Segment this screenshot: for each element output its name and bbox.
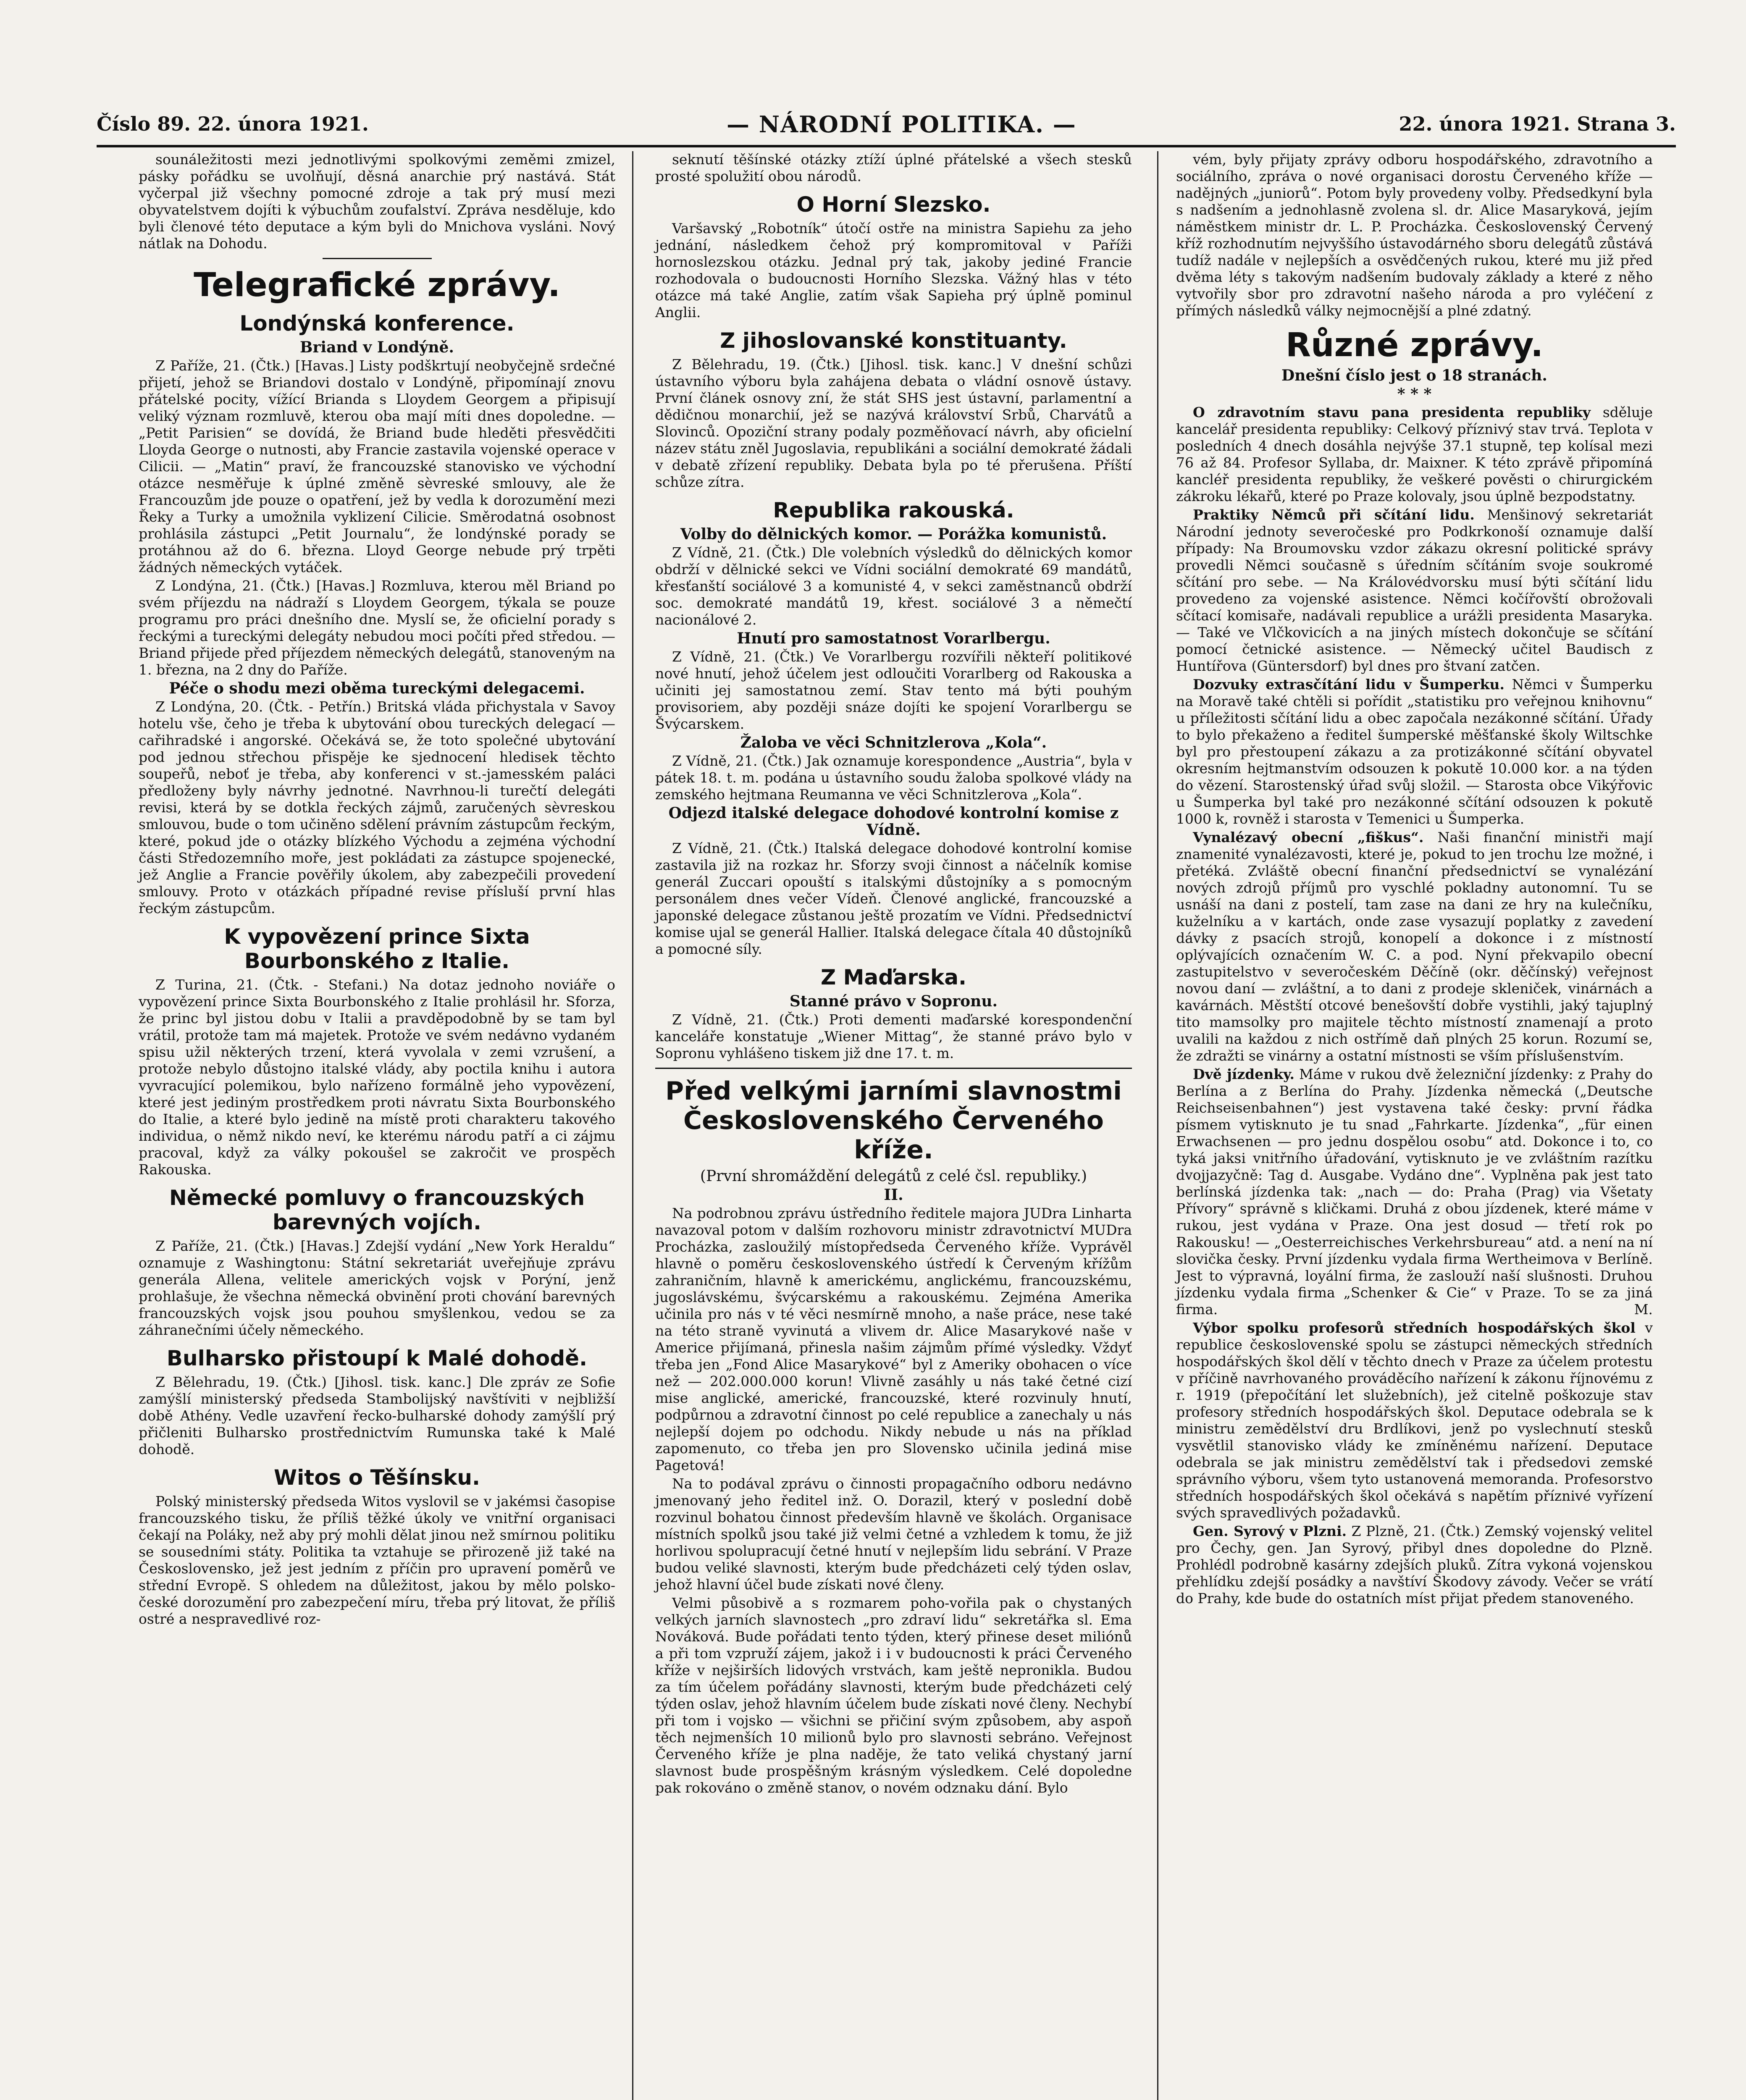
article-text: sounáležitosti mezi jednotlivými spolkovými zeměmi zmizel, pásky pořádku se uvolňují, děsná anarchie prý nastává. Stát vyčerpal již všechny pomocné zdroje a tak prý musí mezi obyvatelstvem dojíti k výbuchům zoufalství. Zpráva nesděluje, kdo byli členové této deputace a kým byli do Mnichova vysláni. Nový nátlak na Dohodu. [139,151,615,252]
column-2 [655,151,1132,1798]
article-text: Z Londýna, 21. (Čtk.) [Havas.] Rozmluva, kterou měl Briand po svém příjezdu na nádraží s Lloydem Georgem, týkala se pouze programu pro práci dnešního dne. Myslí se, že oficielní porady s řeckými a tureckými delegáty nebudou moci počíti před středou. — Briand přijede před příjezdem německých delegátů, stanoveným na 1. března, na 2 dny do Paříže. [139,578,615,678]
item-text: v republice československé spolu se zástupci německých středních hospodářských škol dělí v těchto dnech v Praze za účelem protestu v příčině navrhovaného prováděcího nařízení k zákonu říjnovému z r. 1919 (přepočítání let služebních), jež citelně poškozuje stav profesory středních hospodářských škol. Deputace odebrala se k ministru zemědělství dru Brdlíkovi, jenž po vyslechnutí stesků vysvětlil stanovisko vlády ke zmíněnému nařízení. Deputace odebrala se jak ministru zemědělství tak i předsedovi zemské správního výboru, všem tyto ustanovená memoranda. Profesorstvo středních hospodářských škol očekává s napětím příznivé vyřízení svých spravedlivých požadavků. [1176,1320,1653,1521]
article-text [1176,676,1653,827]
headline: Londýnská konference. [239,311,515,336]
section-title: Různé zprávy. [1285,326,1544,364]
headline: Z jihoslovanské konstituanty. [720,328,1067,353]
article-text: Z Bělehradu, 19. (Čtk.) [Jihosl. tisk. kanc.] V dnešní schůzi ústavního výboru byla zahájena debata o vládní osnově ústavy. První článek osnovy zní, že stát SHS jest ústavní, parlamentní a dědičnou monarchií, jež se nazývá království Srbů, Charvátů a Slovinců. Opoziční strany podaly pozměňovací návrh, aby oficielní název státu zněl Jugoslavia, republikáni a sociální demokraté žádali v debatě zřízení republiky. Debata byla po té přerušena. Příští schůze zítra. [655,356,1132,490]
issue-date: Číslo 89. 22. února 1921. [97,113,369,135]
part-number: II. [884,1186,903,1204]
item-text: Máme v rukou dvě železniční jízdenky: z Prahy do Berlína a z Berlína do Prahy. Jízdenka německá („Deutsche Reichseisenbahnen“) jest vystavena také česky: první řádka písmem vytisknuto je tu snad „Fahrkarte. Jízdenka“, „für einen Erwachsenen — pro jednu dospělou osobu“ atd. Dokonce i to, co tyká jaksi vnitřního úřadování, vytisknuto je ve zvláštním razítku dvojjazyčně: Tag d. Ausgabe. Vydáno dne“. Vyplněna pak jest tato berlínská jízdenka tak: „nach — do: Praha (Prag) via Všetaty Přívory“ správně s kličkami. Druhá z obou jízdenek, které máme v rukou, jest vydána v Praze. Ona jest dosud — třetí rok po Rakousku! — „Oesterreichisches Verkehrsbureau“ atd. a není na ní slovička česky. První jízdenku vydala firma Wertheimova v Berlíně. Jest to výpravná, loyální firma, že zaslouží naší slušnosti. Druhou jízdenku vydala firma „Schenker & Cie“ v Praze. To se za jiná firma. [1176,1066,1653,1318]
subheadline: (První shromáždění delegátů z celé čsl. republiky.) [700,1168,1087,1185]
headline: Před velkými jarními slavnostmi Československého Červeného kříže. [665,1076,1122,1165]
column-1 [139,151,615,1629]
headline: Republika rakouská. [773,498,1014,522]
article-text: Z Vídně, 21. (Čtk.) Ve Vorarlbergu rozvířili někteří politikové nové hnutí, jehož účelem jest odloučiti Vorarlberg od Rakouska a učiniti jej samostatnou zemí. Stav tento má býti pouhým provisoriem, aby později snáze dojíti ke spojení Vorarlbergu se Švýcarskem. [655,648,1132,732]
page-number: 22. února 1921. Strana 3. [1399,113,1676,135]
article-text: Z Vídně, 21. (Čtk.) Dle volebních výsledků do dělnických komor obdrží v dělnické sekci ve Vídni sociální demokraté 69 mandátů, křesťanští sociálové 3 a komunisté 4, v sekci zaměstnanců obdrží soc. demokraté mandátů 19, křest. sociálové 3 a němečtí nacionálové 2. [655,544,1132,628]
header-rule [97,145,1676,147]
headline: Witos o Těšínsku. [274,1465,480,1490]
item-heading: Výbor spolku profesorů středních hospodářských škol [1193,1320,1636,1336]
item-heading: Praktiky Němců při sčítání lidu. [1193,507,1475,523]
headline: K vypovězení prince Sixta Bourbonského z Italie. [224,924,530,973]
article-text: Velmi působivě a s rozmarem poho-vořila pak o chystaných velkých jarních slavnostech „pro zdraví lidu“ sekretářka sl. Ema Nováková. Bude pořádati tento týden, který přinese deset miliónů a při tom vzpruží zájem, jakož i i v budoucnosti k práci Červeného kříže v nejširších lidových vrstvách, kam ještě nepronikla. Budou za tím účelem pořádány slavnosti, kterým bude předcházeti celý týden oslav, jehož hlavním účelem bude získati nové členy. Nechybí při tom i vojsko — všichni se přičiní svým způsobem, aby aspoň těch nejmenších 10 milionů bylo pro slavnosti sebráno. Veřejnost Červeného kříže je plna naděje, že tato veliká chystaný jarní slavnost bude prospěšným krásným výsledkem. Celé dopoledne pak rokováno o změně stanov, o novém odznaku dání. Bylo [655,1595,1132,1796]
article-text: Na podrobnou zprávu ústředního ředitele majora JUDra Linharta navazoval potom v dalším rozhovoru ministr zdravotnictví MUDra Procházka, zasloužilý místopředseda Červeného kříže. Vyprávěl hlavně o poměru československého ústředí k Červeným křížům zahraničním, hlavně k americkému, anglickému, francouzskému, jugoslávskému, švýcarskému a rakouskému. Zejména Amerika učinila pro nás v té věci nesmírně mnoho, a naše práce, nese také na této straně vyvinutá a vlivem dr. Alice Masarykové naše v Americe přijímaná, přinesla našim zájmům přímé výsledky. Vždyť třeba jen „Fond Alice Masarykové“ byl z Ameriky obohacen o více než — 202.000.000 korun! Vlivně zasáhly u nás také četné cizí mise anglické, americké, francouzské, které rozvinuly hnutí, podpůrnou a zdravotní činnost po celé republice a zanechaly u nás nejlepší dojem po odchodu. Nikdy nebude u nás na příklad zapomenuto, co třeba jen pro Slovensko učinila jediná mise Pagetová! [655,1205,1132,1473]
subheadline: Volby do dělnických komor. — Porážka komunistů. [680,525,1107,543]
masthead [97,108,1676,142]
article-text: vém, byly přijaty zprávy odboru hospodářského, zdravotního a sociálního, zpráva o nové organisaci dorostu Červeného kříže — nadějných „juniorů“. Potom byly provedeny volby. Předsedkyní byla s nadšením a jednohlasně zvolena sl. dr. Alice Masaryková, jejím náměstkem ministr dr. L. P. Procházka. Československý Červený kříž rozhodnutím nejvyššího ústavodárného sboru delegátů zůstává tudíž nadále v nejlepších a osvědčených rukou, které mu již před dvěma léty s takovým nadšením budovaly základy a které z něho vytvořily sbor pro zdravotní našeho národa a pro vyléčení z přímých následků války nejmocnější a plné zdatný. [1176,151,1653,319]
article-text: Varšavský „Robotník“ útočí ostře na ministra Sapiehu za jeho jednání, následkem čehož prý kompromitoval v Paříži hornoslezskou otázku. Jednal prý tak, jakoby jediné Francie rozhodovala o budoucnosti Horního Slezska. Vážný hlas v této otázce má také Anglie, zatím však Sapieha prý úplně pominul Anglii. [655,220,1132,320]
article-text: Na to podával zprávu o činnosti propagačního odboru nedávno jmenovaný jeho ředitel inž. O. Dorazil, který v poslední době rozvinul bohatou činnost především hlavně ve školách. Organisace místních spolků jsou také již velmi četné a vzhledem k tomu, že již horlivou spolupracují četné hnutí v nejlepším lidu sebrání. V Praze budou veliké slavnosti, kterým bude předcházeti celý týden oslav, jehož hlavní účel bude získati nové členy. [655,1475,1132,1593]
article-text [1176,1523,1653,1607]
article-text: Z Bělehradu, 19. (Čtk.) [Jihosl. tisk. kanc.] Dle zpráv ze Sofie zamýšlí ministerský předseda Stambolijský navštíviti v nejbližší době Athény. Vedle uzavření řecko-bulharské dohody zamýšlí prý přičleniti Bulharsko prostřednictvím Rumunska také k Malé dohodě. [139,1374,615,1457]
subheadline: Odjezd italské delegace dohodové kontrolní komise z Vídně. [668,804,1119,839]
headline: Bulharsko přistoupí k Malé dohodě. [166,1346,588,1370]
article-text: Polský ministerský předseda Witos vyslovil se v jakémsi časopise francouzského tisku, že příliš těžké úkoly ve vnitřní organisaci čekají na Poláky, než aby prý mohli dělat jinou než smírnou politiku se sousedními státy. Politika ta vztahuje se přirozeně již také na Československo, jež jest jedním z příčin pro upravení poměrů ve střední Evropě. S ohledem na důležitost, jakou by mělo polsko-české dorozumění pro zabezpečení míru, třeba prý litovat, že příliš ostré a nespravedlivé roz- [139,1493,615,1627]
divider [655,1068,1132,1069]
article-text [1176,507,1653,675]
item-heading: Dozvuky extrasčítání lidu v Šumperku. [1193,676,1504,693]
column-3 [1176,151,1653,1609]
item-text: Naši finanční ministři mají znamenité vynalézavosti, které je, pokud to jen trochu lze možné, i přetéká. Zvláště obecní finanční předsednictví se vynalézání nových zdrojů příjmů pro vyschlé pokladny autonomní. Tu se usnáší na dani z postelí, tam zase na dani ze hry na kulečníku, kuželníku a v kartách, onde zase vysazují poplatky z zavedení dávky z psacích strojů, konopelí a dokonce i z místností oplývajících označením W. C. a pod. Nyní překvapilo obecní zastupitelstvo v severočeském Děčíně (okr. děčínský) veřejnost novou daní — zvláštní, a to dani z prodeje skleniček, vinárnách a kavárnách. Městští otcové benešovští dobře vystihli, jaký tajuplný tito mamsolky pro majitele těchto místností znamenají a proto uvalili na každou z nich ostřímě daň plných 25 korun. Rozumí se, že zdražti se vinárny a ostatní místnosti se vším příslušenstvím. [1176,829,1653,1064]
article-text [1176,1066,1653,1318]
column-divider [632,151,633,2100]
section-title: Telegrafické zprávy. [194,266,560,304]
subheadline: Žaloba ve věci Schnitzlerova „Kola“. [740,734,1047,751]
stars-separator: * * * [1397,385,1432,403]
headline: O Horní Slezsko. [796,192,991,217]
headline: Německé pomluvy o francouzských barevných vojích. [169,1186,585,1234]
item-heading: Vynalézavý obecní „fiškus“. [1193,829,1424,845]
item-text: Z Plzně, 21. (Čtk.) Zemský vojenský velitel pro Čechy, gen. Jan Syrový, přibyl dnes dopoledne do Plzně. Prohlédl podrobně kasárny zdejších pluků. Zítra vykoná vojenskou přehlídku zdejší posádky a navštíví Škodovy závody. Večer se vrátí do Prahy, kde bude do ostatních míst přijat předem stanoveného. [1176,1523,1653,1606]
headline: Z Maďarska. [820,965,967,990]
note: Dnešní číslo jest o 18 stranách. [1281,367,1547,384]
item-heading: Gen. Syrový v Plzni. [1193,1523,1347,1539]
item-text: Menšinový sekretariát Národní jednoty severočeské pro Podkrkonoší oznamuje další případy: Na Broumovsku vzdor zákazu okresní politické správy provedli Němci současně s úředním sčítáním svoje soukromé sčítání pro sebe. — Na Královédvorsku musí býti sčítání lidu provedeno za vojenské asistence. Němci kočířovští obrožovali sčítací komisaře, nadávali republice a urážli presidenta Masaryka. — Také ve Vlčkovicích a na jiných místech dokončuje se sčítání pomocí četnické asistence. — Německý učitel Baudisch z Huntířova (Güntersdorf) byl dnes pro štvaní zatčen. [1176,507,1653,674]
column-divider [1157,151,1158,2100]
subheadline: Briand v Londýně. [300,339,454,356]
article-text: Z Turina, 21. (Čtk. - Stefani.) Na dotaz jednoho noviáře o vypovězení prince Sixta Bourbonského z Italie prohlásil hr. Sforza, že princ byl jistou dobu v Italii a pravděpodobně by se tam byl vrátil, protože tam má majetek. Protože ve svém nedávno vydaném spisu užil některých trzení, která vyvolala v zemi vzrušení, a protože nebylo důstojno italské vlády, aby poctila knihu i autora vyvracující polemikou, bylo nařízeno formálně jeho vypovězení, které jest jediným prostředkem proti návratu Sixta Bourbonského do Italie, a které bylo jedině na místě proti charakteru takového individua, o němž nikdo neví, ke kterému národu patří a ci zájmu pracoval, když za války pokoušel se zakročit ve prospěch Rakouska. [139,976,615,1178]
divider [323,258,432,259]
article-text: Z Vídně, 21. (Čtk.) Proti dementi maďarské korespondenční kanceláře konstatuje „Wiener Mittag“, že stanné právo bylo v Sopronu vyhlášeno tiskem již dne 17. t. m. [655,1011,1132,1061]
article-text: Z Paříže, 21. (Čtk.) [Havas.] Zdejší vydání „New York Heraldu“ oznamuje z Washingtonu: Státní sekretariát uveřejňuje zprávu generála Allena, velitele amerických vojsk v Porýní, jenž prohlašuje, že všechna německá obvinění proti chování barevných francouzských vojsk jsou pouhou smyšlenkou, vedou se za záhranečními účely německého. [139,1238,615,1338]
item-heading: O zdravotním stavu pana presidenta republiky [1193,404,1591,420]
article-text: Z Vídně, 21. (Čtk.) Italská delegace dohodové kontrolní komise zastavila již na rozkaz hr. Sforzy svoji činnost a náčelník komise generál Zuccari opouští s italskými důstojníky a s pomocným personálem dnes večer Vídeň. Členové anglické, francouzské a japonské delegace zůstanou ještě prozatím ve Vídni. Předsednictví komise ujal se generál Hallier. Italská delegace čítala 40 důstojníků a pomocné síly. [655,840,1132,957]
newspaper-title: — NÁRODNÍ POLITIKA. — [727,111,1076,138]
subheadline: Stanné právo v Sopronu. [789,992,998,1010]
item-heading: Dvě jízdenky. [1193,1066,1294,1082]
article-text [1176,1320,1653,1521]
item-text: sděluje kancelář presidenta republiky: Celkový příznivý stav trvá. Teplota v posledních 4 dnech dosáhla nejvýše 37.1 stupně, tep kolísal mezi 76 až 84. Profesor Syllaba, dr. Maixner. K této zprávě připomíná kancléř presidenta republiky, že veškeré pověsti o chirurgickém zákroku lékařů, které po Praze kolovaly, jsou úplně bezpodstatny. [1176,404,1653,504]
item-text: Němci v Šumperku na Moravě také chtěli si pořídit „statistiku pro veřejnou knihovnu“ u příležitosti sčítání lidu a obec započala nezákonné sčítání. Úřady to bylo překaženo a ředitel šumperské měšťanské školy Wiltschke byl pro přestoupení zákazu a za protizákonné sčítání obyvatel okresním hejtmanstvím odsouzen k pokutě 10.000 kor. a na týden do vězení. Starostenský úřad svůj složil. — Starosta obce Vikýřovic u Šumperka byl také pro nezákonné sčítání odsouzen k pokutě 1000 k, rovněž i starosta v Temenici u Šumperka. [1176,676,1653,827]
subheadline: Péče o shodu mezi oběma tureckými delegacemi. [169,680,585,697]
article-text: Z Paříže, 21. (Čtk.) [Havas.] Listy podškrtují neobyčejně srdečné přijetí, jehož se Briandovi dostalo v Londýně, připomínají znovu přátelské pocity, vížící Brianda s Lloydem Georgem a připisují veliký význam rozmluvě, kterou oba mají míti dnes dopoledne. — „Petit Parisien“ se dovídá, že Briand bude hleděti přesvědčiti Lloyda George o nutnosti, aby Francie zastavila vojenské operace v Cilicii. — „Matin“ praví, že francouzské stanovisko ve východní otázce nesměřuje k úplné změně sèvreské smlouvy, ale že Francouzům jde pouze o opatření, jež by vedla k dorozumění mezi Řeky a Turky a umožnila vyklizení Cilicie. Směrodatná osobnost prohlásila zástupci „Petit Journalu“, že londýnské porady se protáhnou až do 6. března. Lloyd George nebude prý trpěti žádných německých vytáček. [139,357,615,575]
article-text [1176,404,1653,505]
subheadline: Hnutí pro samostatnost Vorarlbergu. [737,630,1050,647]
signature: M. [1634,1301,1653,1318]
article-text: seknutí těšínské otázky ztíží úplné přátelské a všech stesků prosté spolužití obou národů. [655,151,1132,184]
article-text: Z Londýna, 20. (Čtk. - Petřín.) Britská vláda přichystala v Savoy hotelu vše, čeho je třeba k ubytování obou tureckých delegací — cařihradské i angorské. Očekává se, že toto společné ubytování pod jednou střechou přispěje ke sjednocení hledisek těchto soupeřů, neboť je třeba, aby konferenci v st.-jamesském paláci předloženy byly návrhy jednotné. Navrhnou-li turečtí delegáti revisi, která by se dotkla řeckých zájmů, zaručených sèvreskou smlouvou, bude o tom učiněno sdělení právním zástupcům řeckým, které, pokud jde o otázky blízkého Východu a zejména východní části Středozemního moře, jest pokládati za zástupce spojenecké, jež Anglie a Francie pověřily úkolem, aby zabezpečili provedení smlouvy. Proto v otázkách případné revise přísluší první hlas řeckým zástupcům. [139,698,615,916]
article-text [1176,829,1653,1064]
article-text: Z Vídně, 21. (Čtk.) Jak oznamuje korespondence „Austria“, byla v pátek 18. t. m. podána u ústavního soudu žaloba spolkové vlády na zemského hejtmana Reumanna ve věci Schnitzlerova „Kola“. [655,753,1132,803]
